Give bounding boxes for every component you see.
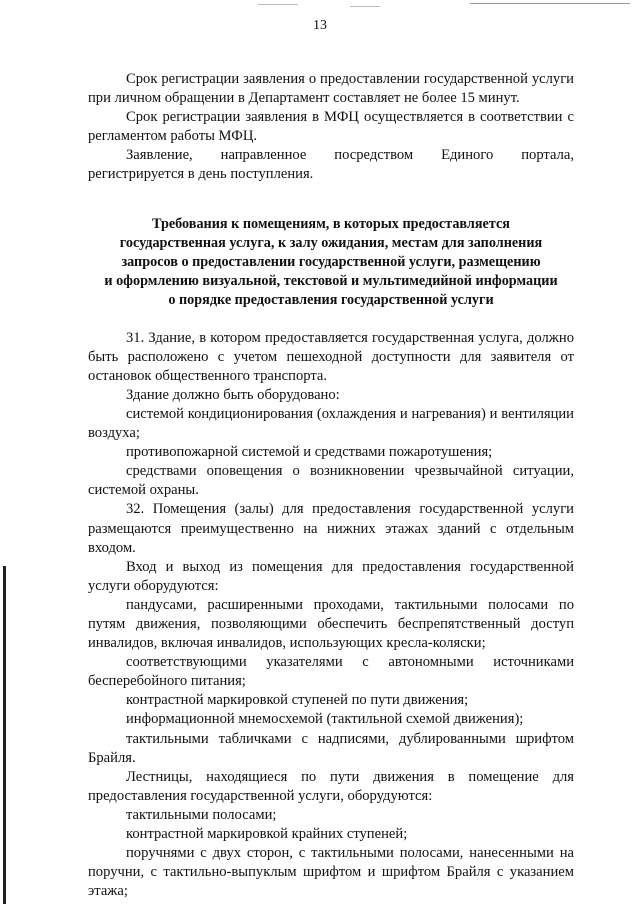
- scan-edge-line: [3, 566, 6, 904]
- paragraph: 31. Здание, в котором предоставляется государственная услуга, должно быть расположено с учетом пешеходной доступности для заявителя от остановок общественного транспорта.: [88, 329, 574, 384]
- paragraph: 32. Помещения (залы) для предоставления государственной услуги размещаются преимущественно на нижних этажах зданий с отдельным входом.: [88, 501, 574, 556]
- heading-line: Требования к помещениям, в которых предоставляется: [152, 215, 510, 232]
- paragraph: контрастной маркировкой ступеней по пути движения;: [126, 692, 469, 709]
- document-body: [88, 70, 574, 901]
- scan-noise: [350, 6, 380, 7]
- paragraph: Срок регистрации заявления о предоставлении государственной услуги при личном обращении в Департамент составляет не более 15 минут.: [88, 71, 574, 107]
- paragraph: тактильными табличками с надписями, дублированными шрифтом Брайля.: [88, 730, 574, 766]
- paragraph: противопожарной системой и средствами пожаротушения;: [126, 444, 493, 461]
- scan-noise: [258, 4, 298, 5]
- paragraph: Здание должно быть оборудовано:: [126, 386, 340, 403]
- paragraph: информационной мнемосхемой (тактильной схемой движения);: [126, 711, 524, 728]
- paragraph: поручнями с двух сторон, с тактильными полосами, нанесенными на поручни, с тактильно-выпуклым шрифтом и шрифтом Брайля с указанием этажа;: [88, 845, 574, 900]
- paragraph: тактильными полосами;: [126, 806, 277, 823]
- section-heading: [88, 215, 574, 310]
- paragraph: контрастной маркировкой крайних ступеней;: [126, 826, 408, 842]
- heading-line: и оформлению визуальной, текстовой и мультимедийной информации: [104, 272, 558, 289]
- paragraph: системой кондиционирования (охлаждения и нагревания) и вентиляции воздуха;: [88, 405, 574, 442]
- heading-line: запросов о предоставлении государственной услуги, размещению: [121, 253, 541, 270]
- paragraph: средствами оповещения о возникновении чрезвычайной ситуации, системой охраны.: [88, 463, 574, 499]
- paragraph: соответствующими указателями с автономными источниками бесперебойного питания;: [88, 654, 574, 690]
- heading-line: о порядке предоставления государственной услуги: [168, 291, 494, 308]
- paragraph: Вход и выход из помещения для предоставления государственной услуги оборудуются:: [88, 558, 574, 594]
- paragraph: Срок регистрации заявления в МФЦ осуществляется в соответствии с регламентом работы МФЦ.: [88, 109, 574, 145]
- heading-line: государственная услуга, к залу ожидания, местам для заполнения: [119, 234, 543, 251]
- page-number: 13: [313, 18, 327, 33]
- paragraph: пандусами, расширенными проходами, тактильными полосами по путям движения, позволяющими обеспечить беспрепятственный доступ инвалидов, включая инвалидов, использующих кресла-коляски;: [88, 596, 574, 652]
- paragraph: Лестницы, находящиеся по пути движения в помещение для предоставления государственной услуги, оборудуются:: [88, 768, 574, 804]
- paragraph: Заявление, направленное посредством Единого портала, регистрируется в день поступления.: [88, 147, 574, 183]
- scan-noise: [470, 3, 630, 4]
